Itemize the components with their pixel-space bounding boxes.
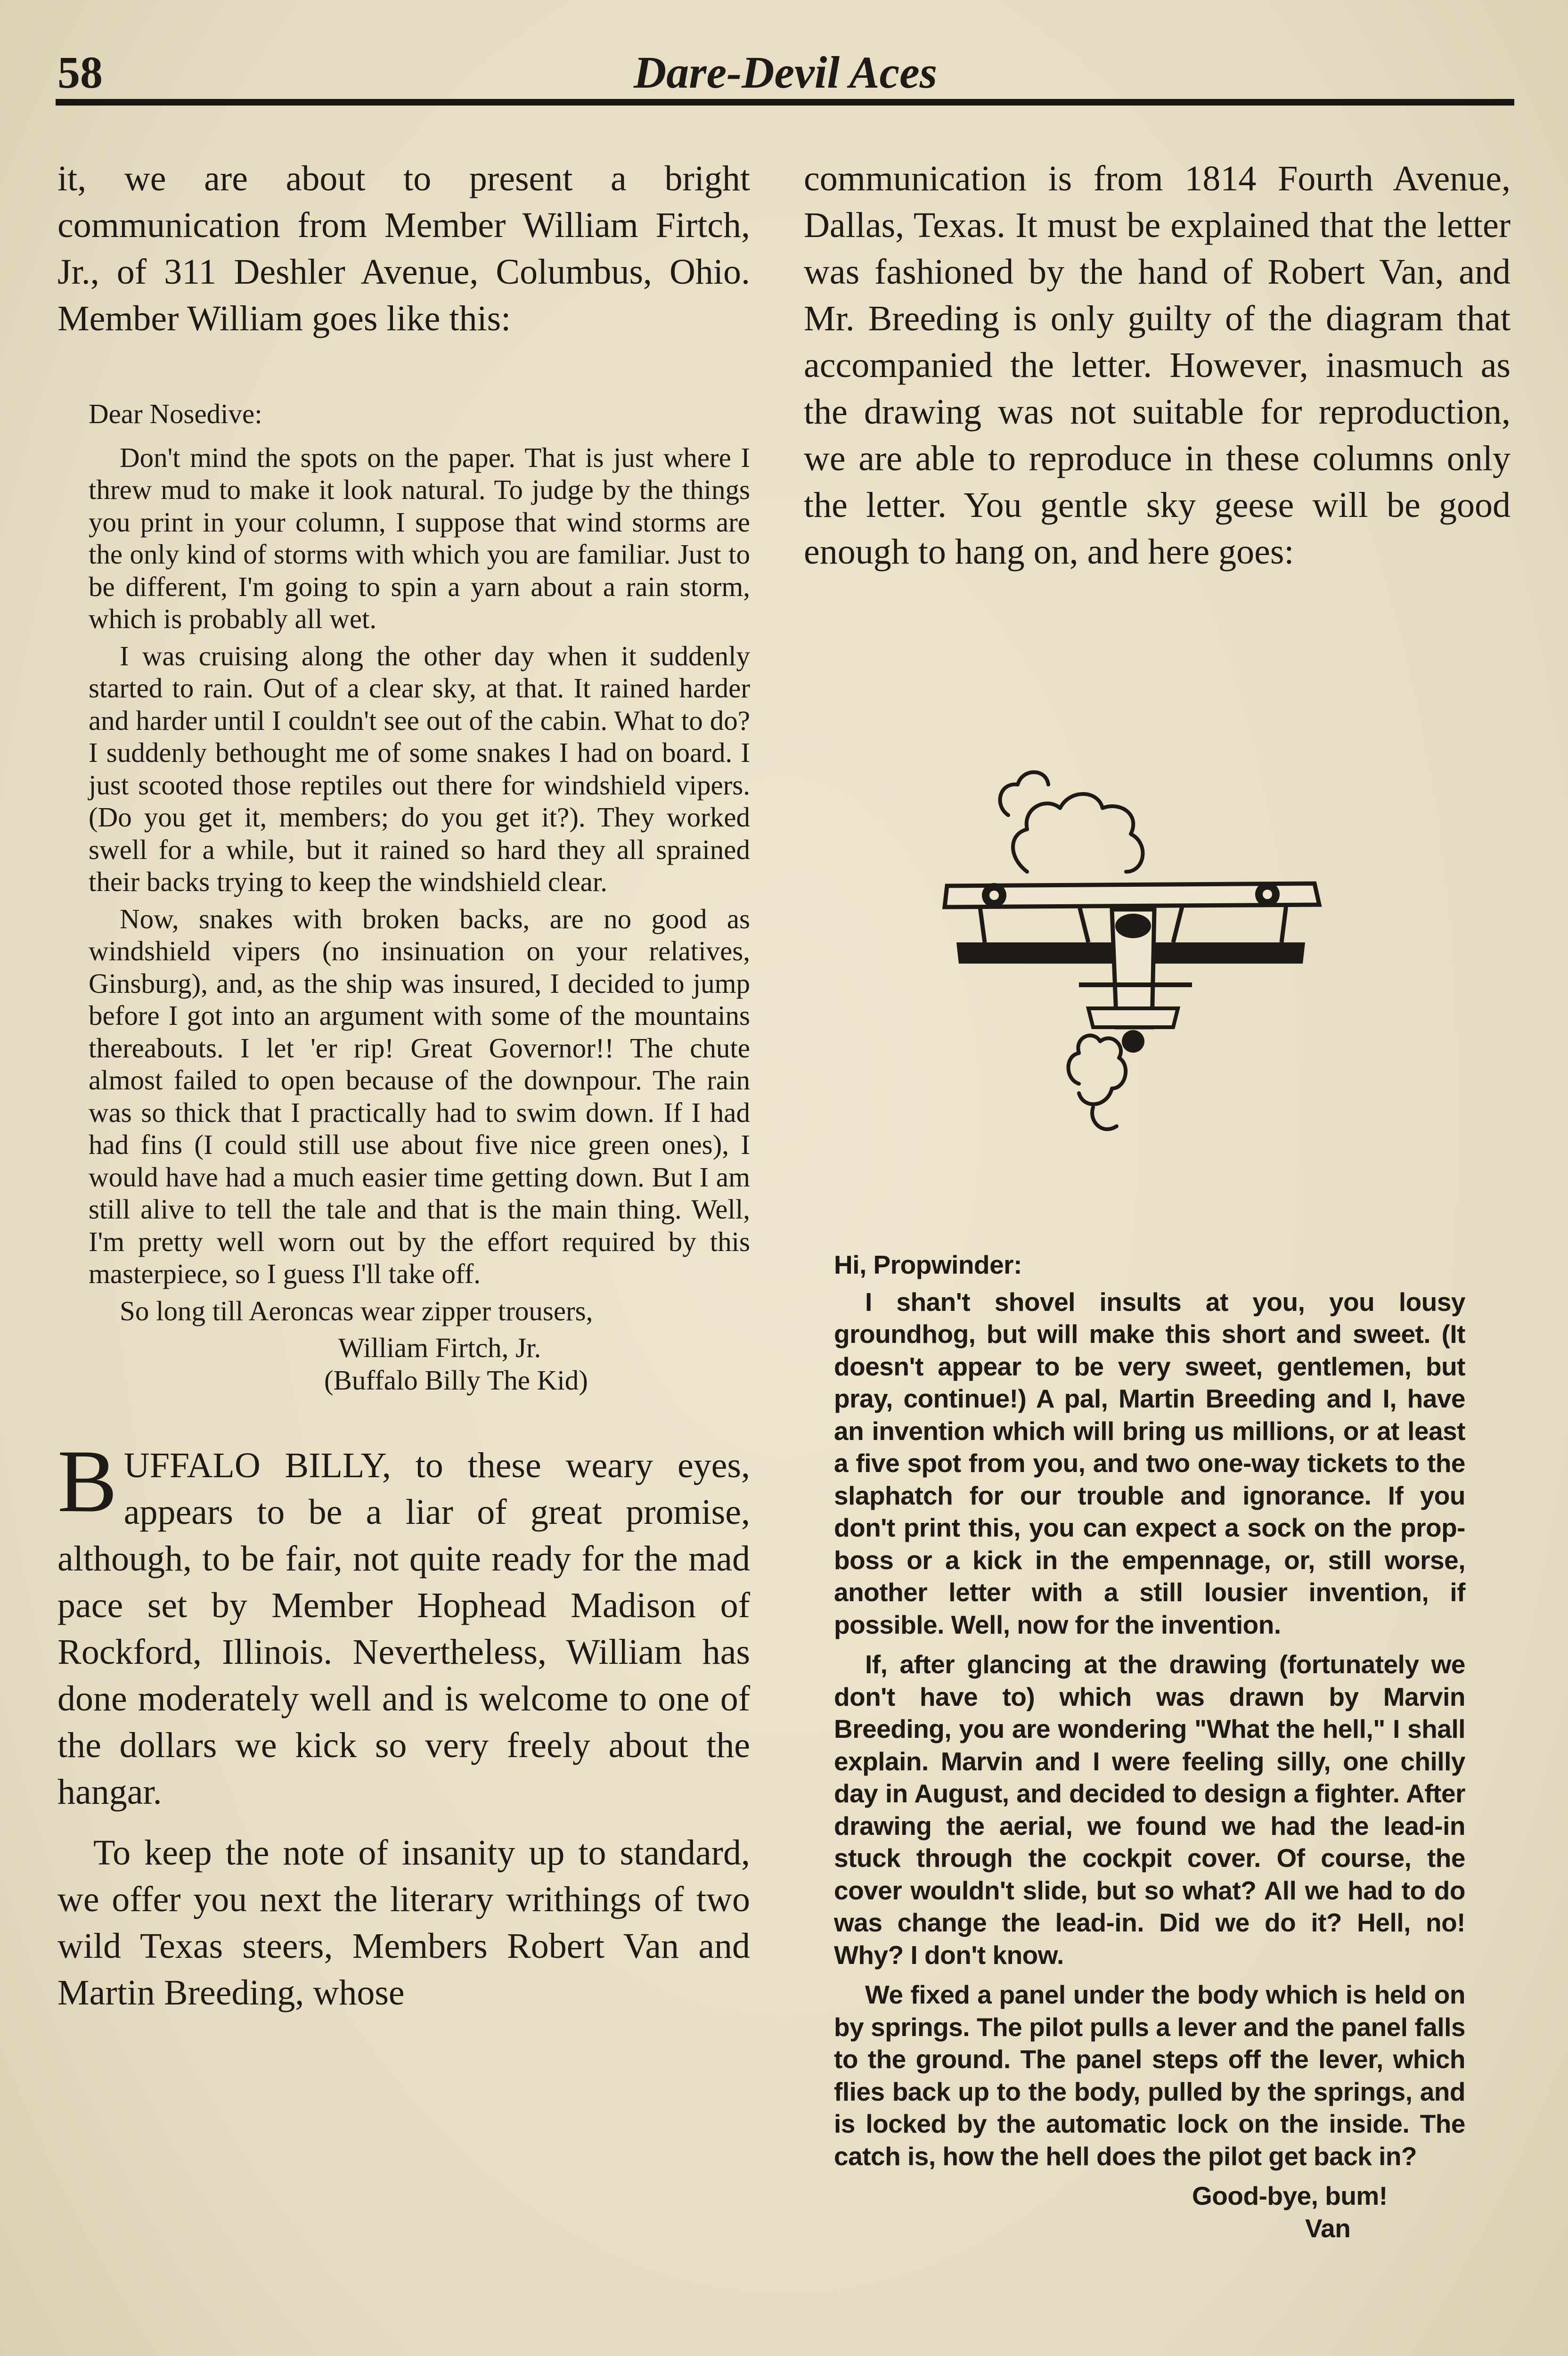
letter-paragraph: Now, snakes with broken backs, are no good as windshield vipers (no insinuation on your relatives, Ginsburg), and, as the ship was insured, I decided to jump before I got into an argument with some of the mountains thereabouts. I let 'er rip! Great Governor!! The chute almost failed to open because of the downpour. The rain was so thick that I practically had to swim down. If I had had fins (I could still use about five nice green ones), I would have had a much easier time getting down. But I am still alive to tell the tale and that is the main thing. Well, I'm pretty well worn out by the effort required by this masterpiece, so I guess I'll take off. xyxy=(89,903,750,1289)
smoke-tail xyxy=(1092,1107,1117,1129)
propeller-hub xyxy=(1115,914,1151,938)
letter-salutation: Hi, Propwinder: xyxy=(834,1250,1022,1279)
left-column xyxy=(57,155,750,2016)
tail-plane xyxy=(1088,1008,1178,1027)
right-column xyxy=(804,155,1511,575)
letter-closing: Good-bye, bum! xyxy=(1192,2181,1388,2210)
letter-signature-name: William Firtch, Jr. xyxy=(338,1332,541,1363)
letter-paragraph: We fixed a panel under the body which is held on by springs. The pilot pulls a lever and the panel falls to the ground. The panel steps off the lever, which flies back up to the body, pulled by the springs, and is locked by the automatic lock on the inside. The catch is, how the hell does the pilot get back in? xyxy=(834,1980,1465,2171)
letter-paragraph: I shan't shovel insults at you, you lousy groundhog, but will make this short and sweet. (It doesn't appear to be very sweet, gentlemen, but pray, continue!) A pal, Martin Breeding and I, have an invention which will bring us millions, or at least a five spot from you, and two one-way tickets to the slaphatch for our trouble and ignorance. If you don't print this, you can expect a sock on the prop-boss or a kick in the empennage, or, still worse, another letter with a still lousier invention, if possible. Well, now for the invention. xyxy=(834,1287,1465,1639)
smoke-cloud xyxy=(1013,794,1143,872)
smoke-trail xyxy=(1069,1036,1126,1104)
running-title: Dare-Devil Aces xyxy=(633,47,938,98)
letter-signature: Van xyxy=(1305,2213,1351,2243)
smoke-puff xyxy=(1000,772,1048,815)
letter-paragraph: Don't mind the spots on the paper. That is just where I threw mud to make it look natural. To judge by the things you print in your column, I suppose that wind storms are the only kind of storms with which you are familiar. Just to be different, I'm going to spin a yarn about a rain storm, which is probably all wet. xyxy=(89,442,750,634)
buffalo-billy-paragraph xyxy=(57,1432,750,1816)
right-intro-paragraph: communication is from 1814 Fourth Avenue, Dallas, Texas. It must be explained that the letter was fashioned by the hand of Robert Van, and Mr. Breeding is only guilty of the diagram that accompanied the letter. However, inasmuch as the drawing was not suitable for reproduction, we are able to reproduce in these columns only the letter. You gentle sky geese will be good enough to hang on, and here goes: xyxy=(804,159,1511,572)
van-letter xyxy=(834,1249,1465,2244)
texas-steers-paragraph: To keep the note of insanity up to standard, we offer you next the literary writhings of two wild Texas steers, Members Robert Van and Martin Breeding, whose xyxy=(57,1833,750,2012)
left-intro-paragraph: it, we are about to present a bright communication from Member William Firtch, Jr., of 311 Deshler Avenue, Columbus, Ohio. Member William goes like this: xyxy=(57,159,750,338)
letter-paragraph: I was cruising along the other day when it suddenly started to rain. Out of a clear sky, at that. It rained harder and harder until I couldn't see out of the cabin. What to do? I suddenly bethought me of some snakes I had on board. I just scooted those reptiles out there for windshield vipers. (Do you get it, members; do you get it?). They worked swell for a while, but it rained so hard they all sprained their backs trying to keep the windshield clear. xyxy=(89,640,750,897)
letter-salutation: Dear Nosedive: xyxy=(89,398,262,429)
header-rule xyxy=(56,99,1514,106)
buffalo-billy-text: UFFALO BILLY, to these weary eyes, appears to be a liar of great promise, although, to be fair, not quite ready for the mad pace set by Member Hophead Madison of Rockford, Illinois. Nevertheless, William has done moderately well and is welcome to one of the dollars we kick so very freely about the hangar. xyxy=(57,1446,750,1812)
letter-paragraph: So long till Aeroncas wear zipper trousers, xyxy=(120,1295,593,1326)
letter-paragraph: If, after glancing at the drawing (fortunately we don't have to) which was drawn by Marvin Breeding, you are wondering "What the hell," I shall explain. Marvin and I were feeling silly, one chilly day in August, and decided to design a fighter. After drawing the aerial, we found we had the lead-in stuck through the cockpit cover. Of course, the cover wouldn't slide, but so what? All we had to do was change the lead-in. Did we do it? Hell, no! Why? I don't know. xyxy=(834,1650,1465,1970)
drop-cap: B xyxy=(57,1432,117,1531)
landing-wheel xyxy=(1122,1030,1144,1053)
firtch-letter xyxy=(89,398,750,1396)
biplane-drawing xyxy=(938,763,1333,1150)
page-header xyxy=(57,43,1513,100)
page-number: 58 xyxy=(57,47,103,98)
letter-signature-alias: (Buffalo Billy The Kid) xyxy=(324,1364,588,1396)
